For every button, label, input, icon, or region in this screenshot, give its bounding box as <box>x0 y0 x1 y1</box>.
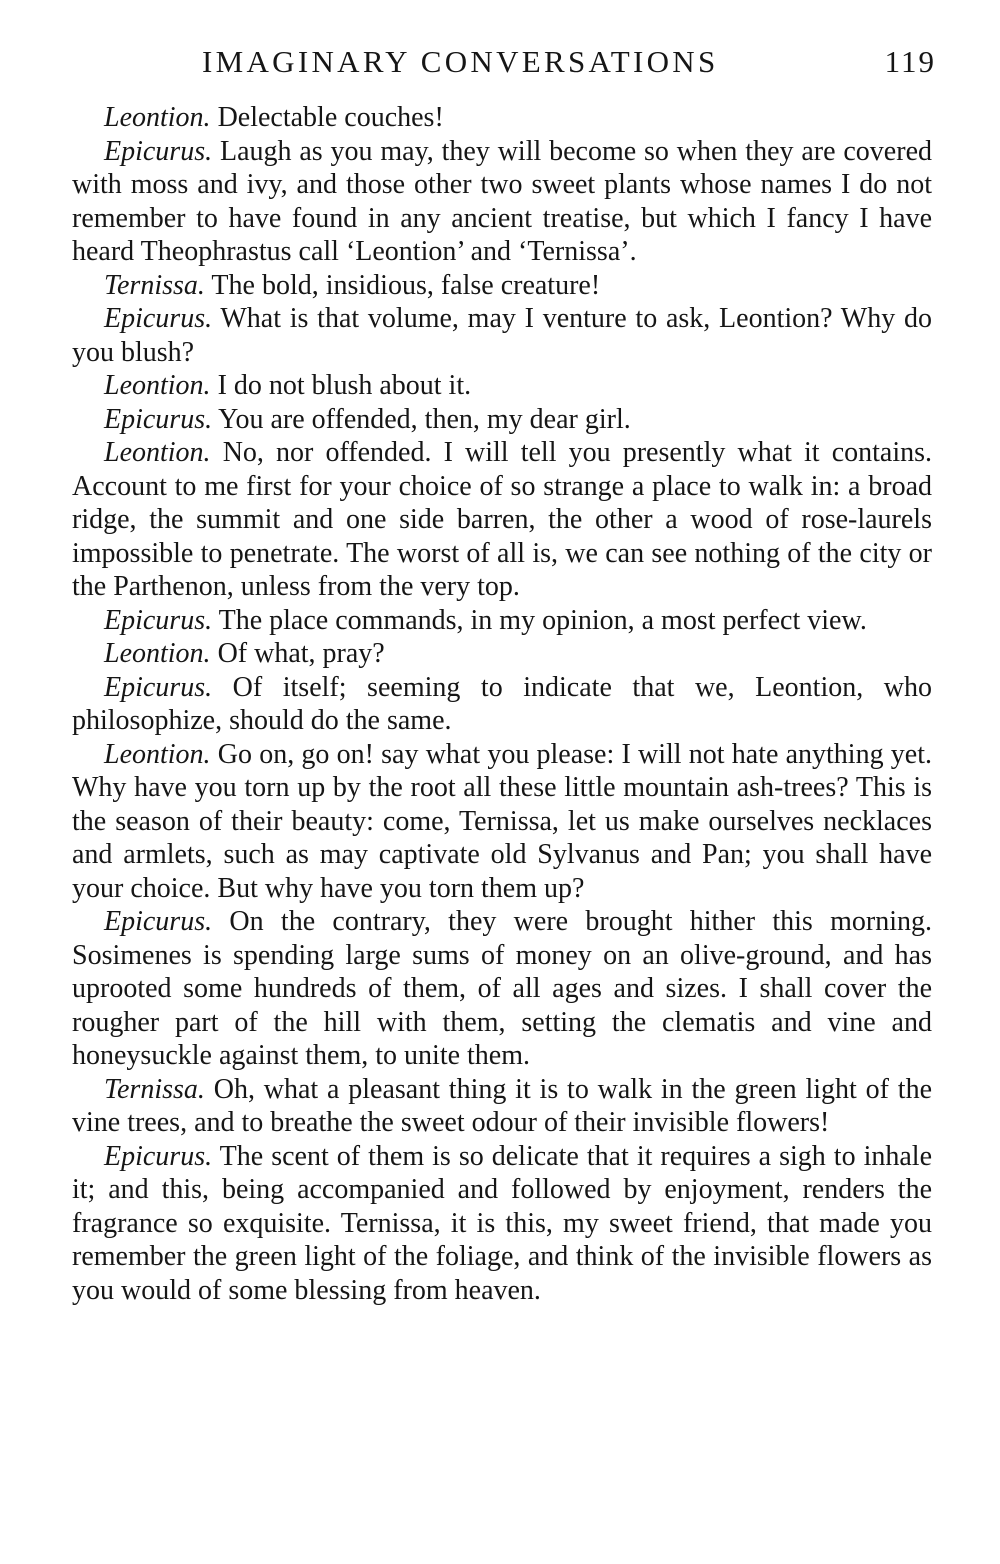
speaker-name: Ternissa. <box>104 269 205 301</box>
speaker-name: Epicurus. <box>104 135 213 167</box>
speaker-name: Epicurus. <box>104 671 213 703</box>
speech-text: I do not blush about it. <box>217 370 472 401</box>
dialogue-paragraph <box>72 436 932 604</box>
speech-text: The scent of them is so delicate that it requires a sigh to inhale it; and this, being accompanied and followed by enjoyment, renders the fragrance so exquisite. Ternissa, it is this, my sweet friend, that made you remember the green light of the foliage, and think of the invisible flowers as you would of some blessing from heaven. <box>72 1140 933 1306</box>
dialogue-paragraph <box>72 1140 932 1308</box>
speaker-name: Ternissa. <box>104 1073 205 1105</box>
speech-text: Laugh as you may, they will become so when they are covered with moss and ivy, and those other two sweet plants whose names I do not remember to have found in any ancient treatise, but which I fancy I have heard Theophrastus call ‘Leontion’ and ‘Ternissa’. <box>72 135 932 267</box>
dialogue-paragraph <box>72 369 932 403</box>
dialogue-paragraph <box>72 637 932 671</box>
speaker-name: Epicurus. <box>104 403 213 435</box>
speaker-name: Leontion. <box>104 437 211 468</box>
speech-text: Of itself; seeming to indicate that we, Leontion, who philosophize, should do the same. <box>72 671 932 736</box>
speaker-name: Leontion. <box>104 102 211 133</box>
speaker-name: Epicurus. <box>104 906 213 937</box>
speech-text: On the contrary, they were brought hither this morning. Sosimenes is spending large sums of money on an olive-ground, and has uprooted some hundreds of them, of all ages and sizes. I shall cover the rougher part of the hill with them, setting the clematis and vine and honeysuckle against them, to unite them. <box>72 906 932 1071</box>
dialogue-paragraph <box>72 403 932 437</box>
page-number: 119 <box>884 44 936 79</box>
speech-text: No, nor offended. I will tell you presently what it contains. Account to me first for your choice of so strange a place to walk in: a broad ridge, the summit and one side barren, the other a wood of rose-laurels impossible to penetrate. The worst of all is, we can see nothing of the city or the Parthenon, unless from the very top. <box>72 437 933 602</box>
dialogue-paragraph <box>72 101 932 135</box>
speaker-name: Epicurus. <box>104 1140 213 1172</box>
speech-text: Delectable couches! <box>217 102 444 133</box>
running-head <box>72 40 938 84</box>
speech-text: What is that volume, may I venture to ask, Leontion? Why do you blush? <box>72 303 932 368</box>
dialogue-paragraph <box>72 269 932 303</box>
speech-text: Go on, go on! say what you please: I will not hate anything yet. Why have you torn up by the root all these little mountain ash-trees? This is the season of their beauty: come, Ternissa, let us make ourselves necklaces and armlets, such as may captivate old Sylvanus and Pan; you shall have your choice. But why have you torn them up? <box>72 738 933 904</box>
dialogue-paragraph <box>72 604 932 638</box>
dialogue-paragraph <box>72 738 932 906</box>
dialogue-paragraph <box>72 135 932 269</box>
dialogue-paragraph <box>72 1073 932 1140</box>
speaker-name: Leontion. <box>104 370 211 401</box>
speech-text: The place commands, in my opinion, a most perfect view. <box>218 604 867 636</box>
running-title: IMAGINARY CONVERSATIONS <box>202 44 719 79</box>
dialogue-text <box>72 101 932 1307</box>
speech-text: Of what, pray? <box>217 638 385 669</box>
speaker-name: Epicurus. <box>104 303 213 334</box>
speaker-name: Leontion. <box>104 738 211 770</box>
dialogue-paragraph <box>72 302 932 369</box>
dialogue-paragraph <box>72 905 932 1073</box>
speech-text: The bold, insidious, false creature! <box>211 269 601 301</box>
dialogue-paragraph <box>72 671 932 738</box>
speaker-name: Epicurus. <box>104 604 213 636</box>
speech-text: You are offended, then, my dear girl. <box>218 403 631 435</box>
speech-text: Oh, what a pleasant thing it is to walk in the green light of the vine trees, and to breathe the sweet odour of their invisible flowers! <box>72 1073 933 1138</box>
speaker-name: Leontion. <box>104 638 211 669</box>
